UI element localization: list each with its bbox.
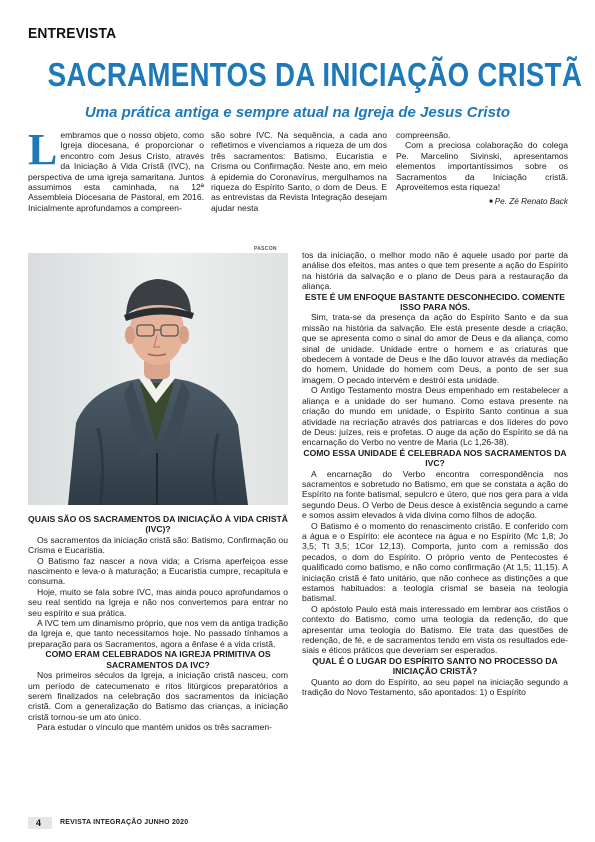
intro-paragraph-2: são sobre IVC. Na sequência, a cada ano refletimos e vivenciamos a riqueza de um dos três sacramentos: Batismo, Eucaristia e Crisma ou Confirmação. Neste ano, em meio à epidemia do Coronavírus, mergulhamos na riqueza do Espírito Santo, o dom de Deus. E as entrevistas da Revista Integração desejam ajudar nesta [211, 130, 387, 213]
question-heading-4: COMO ESSA UNIDADE É CELEBRADA NOS SACRAMENTOS DA IVC? [303, 447, 567, 469]
paragraph: tos da iniciação, o melhor modo não é aquele usado por parte da análise dos efeitos, mas antes o que tem presente a ação do Espírito na história da salvação e o plano de Deus para a restauração da aliança. [302, 250, 568, 292]
intro-column-1 [28, 125, 204, 213]
interview-photo [28, 253, 288, 505]
paragraph: Os sacramentos da iniciação cristã são: Batismo, Confirmação ou Crisma e Eucaristia. [28, 534, 288, 556]
intro-column-2 [211, 130, 387, 213]
portrait-elderly-man-icon [28, 253, 288, 505]
question-heading-5: QUAL É O LUGAR DO ESPÍRITO SANTO NO PROCESSO DA INICIAÇÃO CRISTÃ? [312, 655, 558, 677]
paragraph: Sim, trata-se da presença da ação do Espírito Santo e da sua missão na história da salvação. Ele está presente desde a criação, que se apresenta como o sinal do amor de Deus e da aliança, como sinal de unidade. Unidade entre o homem e as criaturas que obedecem à vontade de Deus e lhe dão louvor através da mediação do homem. Unidade do homem com Deus, a ponto de ser sua imagem. O pecado intervém e destrói esta unidade. [302, 312, 568, 385]
signature-text: Pe. Zé Renato Back [494, 197, 568, 207]
question-heading-1: QUAIS SÃO OS SACRAMENTOS DA INICIAÇÃO À VIDA CRISTÃ (IVC)? [28, 514, 288, 535]
intro-paragraph-3a: compreensão. [396, 130, 451, 140]
question-heading-2: COMO ERAM CELEBRADOS NA IGREJA PRIMITIVA OS SACRAMENTOS DA IVC? [45, 649, 271, 670]
left-lower-column [28, 514, 288, 733]
author-signature [396, 197, 568, 207]
question-heading-3: ESTE É UM ENFOQUE BASTANTE DESCONHECIDO. COMENTE ISSO PARA NÓS. [304, 291, 566, 313]
page-subtitle: Uma prática antiga e sempre atual na Igreja de Jesus Cristo [84, 104, 511, 121]
paragraph: Hoje, muito se fala sobre IVC, mas ainda pouco aprofundamos o seu real sentido na Igreja e não nos convertemos para entrar no seu espírito e sua prática. [28, 586, 288, 618]
paragraph: O Batismo faz nascer a nova vida; a Crisma aperfeiçoa esse nascimento e leva-o à maturação; a Eucaristia cumpre, recapitula e consuma. [28, 555, 288, 587]
paragraph: Para estudar o vínculo que mantém unidos os três sacramen- [37, 722, 273, 733]
drop-cap: L [28, 125, 58, 174]
intro-column-3 [396, 130, 568, 208]
paragraph: O Batismo é o momento do renascimento cristão. E conferido com a água e o Espírito: ele acontece na água e no Espírito (Mc 1,8; Jo 3,5; Tt 3,5; 1Cor 12,13). Comporta, junto com a remissão dos pecados, o dom do Espírito. O próprio vento de Pentecostes é qualificado como batismo, e não como confirmação (At 1,5; 11,15). A iniciação cristã é fato unitário, que não conhece as distinções a que estamos habituados: a teologia crismal se baseia na teologia batismal. [302, 520, 568, 604]
paragraph: O apóstolo Paulo está mais interessado em lembrar aos cristãos o contexto do Batismo, como uma teologia da redenção, do que apresentar uma teologia do Batismo. Ele trata das questões de redenção, de fé, e de sacramentos tendo em vista os resultados ede-siais e éticos práticos que deveriam ser esperados. [302, 603, 568, 656]
paragraph: A encarnação do Verbo encontra correspondência nos sacramentos e sobretudo no Batismo, em que se constata a ação do Espírito na fonte batismal, sepulcro e útero, que nos gera para a vida segundo Deus. O Verbo de Deus desce à existência segundo a carne e somos assim elevados à vida divina como filhos de adoção. [302, 468, 568, 521]
photo-credit: PASCON [254, 246, 277, 252]
paragraph: O Antigo Testamento mostra Deus empenhado em restabelecer a aliança e a unidade do ser humano. Como estava presente na criação do mundo em unidade, o Espírito Santo continua a sua atividade na recriação através dos patriarcas e dos líderes do povo de Deus: juízes, reis e profetas. O auge da ação do Espírito se dá na encarnação do Verbo no ventre de Maria (Lc 1,26-38). [302, 385, 568, 448]
intro-paragraph-1: embramos que o nosso objeto, como Igreja diocesana, é proporcionar o encontro com Jesus Cristo, através da Iniciação à Vida Cristã (IVC), na perspectiva de uma igreja samaritana. Juntos assumimos esta caminhada, na 12ª Assembleia Diocesana de Pastoral, em 2016. Inicialmente aprofundamos a compreen- [28, 130, 204, 213]
right-column [302, 250, 568, 697]
section-label: ENTREVISTA [28, 25, 117, 42]
page-number: 4 [36, 818, 42, 828]
intro-paragraph-3b: Com a preciosa colaboração do colega Pe. Marcelino Sivinski, apresentamos elementos importantíssimos sobre os Sacramentos da Iniciação cristã. Aproveitemos esta riqueza! [396, 140, 568, 193]
footer-publication: REVISTA INTEGRAÇÃO JUNHO 2020 [60, 819, 189, 826]
square-bullet-icon: ■ [489, 199, 493, 206]
page-title: SACRAMENTOS DA INICIAÇÃO CRISTÃ [47, 56, 583, 93]
paragraph: Quanto ao dom do Espírito, ao seu papel na iniciação segundo a tradição do Novo Testamento, são apontados: 1) o Espírito [302, 676, 568, 698]
paragraph: Nos primeiros séculos da Igreja, a iniciação cristã nasceu, com um período de catecumenato e ritos litúrgicos preparatórios a serem finalizados na celebração dos sacramentos da iniciação cristã. Com a generalização do Batismo das crianças, a iniciação cristã tornou-se um ato único. [28, 670, 288, 722]
paragraph: A IVC tem um dinamismo próprio, que nos vem da antiga tradição da Igreja e, que tanto necessitamos hoje. No passado tínhamos a preparação para os Sacramentos, agora a ênfase é a vida cristã. [28, 618, 288, 649]
